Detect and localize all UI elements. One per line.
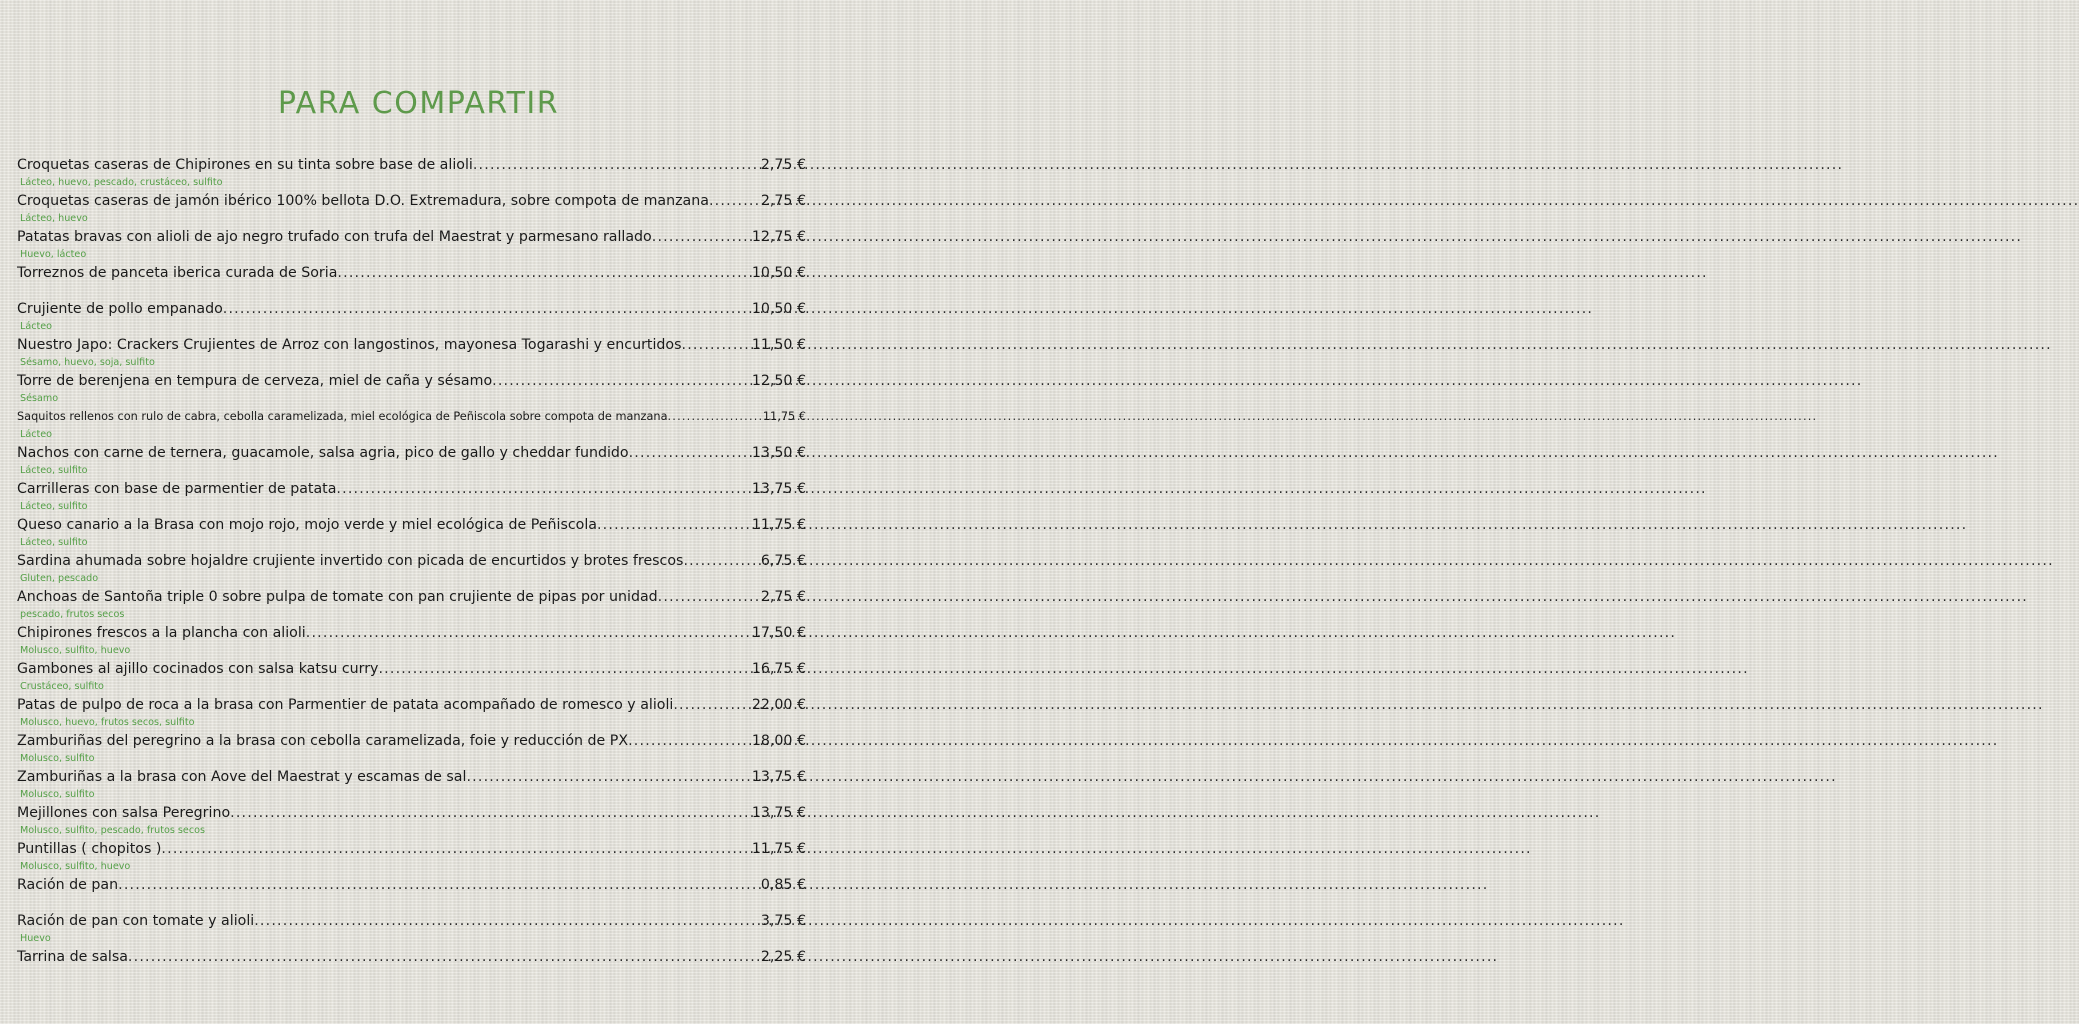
dish-price: 0,85 € — [760, 877, 806, 893]
allergen-list: Molusco, sulfito — [20, 753, 95, 764]
dish-price: 12,50 € — [751, 373, 806, 389]
menu-item — [17, 730, 806, 766]
allergen-list: Molusco, sulfito, huevo — [20, 861, 131, 872]
allergen-list: Gluten, pescado — [20, 573, 99, 584]
dish-price: 13,75 € — [751, 481, 806, 497]
menu-item-line — [17, 334, 806, 356]
dish-name: Anchoas de Santoña triple 0 sobre pulpa de tomate con pan crujiente de pipas por unidad — [17, 589, 658, 605]
dish-price: 11,50 € — [751, 337, 806, 353]
dot-leader — [336, 478, 750, 500]
dot-leader — [473, 154, 760, 176]
menu-item-line — [17, 406, 806, 428]
dish-price: 16,75 € — [751, 661, 806, 677]
allergen-list: Crustáceo, sulfito — [20, 681, 104, 692]
dish-price: 6,75 € — [760, 553, 806, 569]
dish-price: 2,25 € — [760, 949, 806, 965]
menu-item-line — [17, 658, 806, 680]
menu-item-line — [17, 694, 806, 716]
section-title: PARA COMPARTIR — [277, 86, 560, 121]
dish-name: Patas de pulpo de roca a la brasa con Parmentier de patata acompañado de romesco y alioli — [17, 697, 674, 713]
allergen-list: pescado, frutos secos — [20, 609, 125, 620]
allergen-list: Huevo, lácteo — [20, 249, 87, 260]
dot-leader — [709, 190, 760, 212]
dish-name: Nachos con carne de ternera, guacamole, salsa agria, pico de gallo y cheddar fundido — [17, 445, 629, 461]
menu-item-line — [17, 586, 806, 608]
dot-leader — [337, 262, 750, 284]
menu-item — [17, 190, 806, 226]
menu-item-line — [17, 442, 806, 464]
dish-name: Zamburiñas a la brasa con Aove del Maestrat y escamas de sal — [17, 769, 467, 785]
menu-item-line — [17, 370, 806, 392]
dish-name: Torre de berenjena en tempura de cerveza, miel de caña y sésamo — [17, 373, 493, 389]
dish-price: 18,00 € — [751, 733, 806, 749]
menu-item — [17, 622, 806, 658]
dish-price: 17,50 € — [751, 625, 806, 641]
dot-leader — [128, 946, 760, 968]
allergen-list: Molusco, huevo, frutos secos, sulfito — [20, 717, 195, 728]
menu-item-line — [17, 874, 806, 896]
menu-item — [17, 334, 806, 370]
dish-name: Gambones al ajillo cocinados con salsa katsu curry — [17, 661, 379, 677]
dish-name: Crujiente de pollo empanado — [17, 301, 223, 317]
dish-name: Puntillas ( chopitos ) — [17, 841, 162, 857]
dot-leader — [682, 334, 751, 356]
allergen-list: Lácteo, huevo — [20, 213, 88, 224]
menu-page — [0, 0, 837, 1024]
menu-item-line — [17, 550, 806, 572]
dot-leader — [673, 694, 751, 716]
menu-item — [17, 946, 806, 982]
menu-item — [17, 586, 806, 622]
menu-item — [17, 406, 806, 442]
dot-leader — [466, 766, 750, 788]
dish-name: Ración de pan con tomate y alioli — [17, 913, 255, 929]
dish-price: 12,75 € — [751, 229, 806, 245]
dish-price: 2,75 € — [760, 157, 806, 173]
dish-name: Carrilleras con base de parmentier de patata — [17, 481, 337, 497]
allergen-list: Molusco, sulfito, huevo — [20, 645, 131, 656]
dot-leader — [230, 802, 751, 824]
allergen-list: Sésamo, huevo, soja, sulfito — [20, 357, 155, 368]
allergen-list: Lácteo, sulfito — [20, 501, 88, 512]
allergen-list: Lácteo, huevo, pescado, crustáceo, sulfito — [20, 177, 223, 188]
dish-price: 11,75 € — [751, 841, 806, 857]
dish-name: Zamburiñas del peregrino a la brasa con cebolla caramelizada, foie y reducción de PX — [17, 733, 629, 749]
menu-item — [17, 658, 806, 694]
dot-leader — [161, 838, 750, 860]
menu-item-line — [17, 190, 806, 212]
menu-item — [17, 226, 806, 262]
menu-item-line — [17, 514, 806, 536]
menu-item — [17, 766, 806, 802]
menu-item-line — [17, 838, 806, 860]
menu-list — [17, 154, 806, 982]
menu-item-line — [17, 802, 806, 824]
allergen-list — [17, 968, 806, 982]
dot-leader — [629, 442, 751, 464]
dot-leader — [223, 298, 751, 320]
menu-item — [17, 262, 806, 298]
dot-leader — [628, 730, 751, 752]
menu-item-line — [17, 262, 806, 284]
dot-leader — [597, 514, 751, 536]
allergen-list: Molusco, sulfito, pescado, frutos secos — [20, 825, 205, 836]
allergen-list: Huevo — [20, 933, 51, 944]
dish-price: 13,50 € — [751, 445, 806, 461]
dot-leader — [378, 658, 750, 680]
dot-leader — [683, 550, 759, 572]
dish-price: 11,75 € — [751, 517, 806, 533]
dish-name: Tarrina de salsa — [17, 949, 128, 965]
menu-item-line — [17, 478, 806, 500]
dish-name: Croquetas caseras de Chipirones en su tinta sobre base de alioli — [17, 157, 473, 173]
allergen-list — [17, 284, 806, 298]
dot-leader — [652, 226, 751, 248]
menu-item — [17, 442, 806, 478]
dish-price: 2,75 € — [760, 589, 806, 605]
allergen-list: Lácteo — [20, 429, 53, 440]
dish-name: Torreznos de panceta iberica curada de Soria — [17, 265, 338, 281]
dish-price: 10,50 € — [751, 301, 806, 317]
allergen-list: Lácteo, sulfito — [20, 465, 88, 476]
dish-name: Sardina ahumada sobre hojaldre crujiente invertido con picada de encurtidos y brotes frescos — [17, 553, 684, 569]
dish-name: Croquetas caseras de jamón ibérico 100% bellota D.O. Extremadura, sobre compota de manzana — [17, 193, 709, 209]
menu-item — [17, 802, 806, 838]
dot-leader — [306, 622, 751, 644]
allergen-list: Sésamo — [20, 393, 59, 404]
dish-name: Queso canario a la Brasa con mojo rojo, mojo verde y miel ecológica de Peñiscola — [17, 517, 597, 533]
dish-name: Ración de pan — [17, 877, 119, 893]
menu-item-line — [17, 946, 806, 968]
dish-name: Nuestro Japo: Crackers Crujientes de Arroz con langostinos, mayonesa Togarashi y encurtidos — [17, 337, 682, 353]
menu-item-line — [17, 910, 806, 932]
dot-leader — [492, 370, 751, 392]
allergen-list: Molusco, sulfito — [20, 789, 95, 800]
dish-price: 13,75 € — [751, 769, 806, 785]
dish-price: 10,50 € — [751, 265, 806, 281]
menu-item-line — [17, 298, 806, 320]
menu-item-line — [17, 226, 806, 248]
menu-item — [17, 298, 806, 334]
dish-name: Mejillones con salsa Peregrino — [17, 805, 231, 821]
menu-item-line — [17, 622, 806, 644]
dot-leader — [658, 586, 760, 608]
menu-item — [17, 514, 806, 550]
dot-leader — [668, 406, 762, 428]
dish-price: 11,75 € — [762, 410, 806, 423]
menu-item-line — [17, 154, 806, 176]
dish-price: 13,75 € — [751, 805, 806, 821]
dish-price: 3,75 € — [760, 913, 806, 929]
allergen-list: Lácteo — [20, 321, 53, 332]
dish-name: Chipirones frescos a la plancha con alioli — [17, 625, 306, 641]
menu-item — [17, 154, 806, 190]
menu-item — [17, 910, 806, 946]
menu-item — [17, 838, 806, 874]
menu-item — [17, 694, 806, 730]
menu-item-line — [17, 766, 806, 788]
allergen-list: Lácteo, sulfito — [20, 537, 88, 548]
menu-item — [17, 550, 806, 586]
dot-leader — [254, 910, 760, 932]
menu-item — [17, 478, 806, 514]
menu-item-line — [17, 730, 806, 752]
dot-leader — [118, 874, 760, 896]
dish-price: 2,75 € — [760, 193, 806, 209]
dish-name: Patatas bravas con alioli de ajo negro trufado con trufa del Maestrat y parmesano rallado — [17, 229, 652, 245]
menu-item — [17, 874, 806, 910]
allergen-list — [17, 896, 806, 910]
menu-item — [17, 370, 806, 406]
dish-name: Saquitos rellenos con rulo de cabra, cebolla caramelizada, miel ecológica de Peñiscola sobre compota de manzana — [17, 410, 668, 423]
dish-price: 22,00 € — [751, 697, 806, 713]
